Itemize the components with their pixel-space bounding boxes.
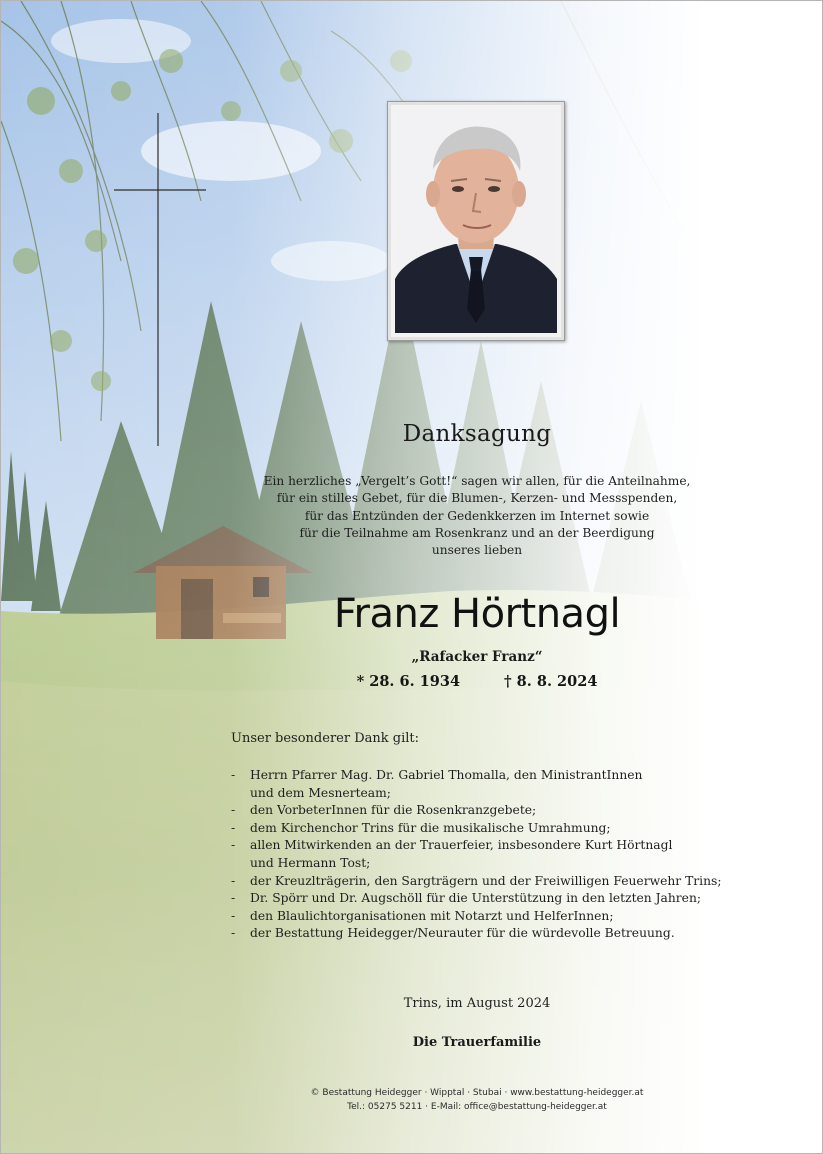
- intro-line: für das Entzünden der Gedenkkerzen im Internet sowie: [304, 508, 650, 523]
- list-item-line: und dem Mesnerteam;: [250, 785, 391, 800]
- bullet-dash: -: [231, 873, 236, 888]
- footer-line-company: © Bestattung Heidegger · Wipptal · Stubai · www.bestattung-heidegger.at: [310, 1088, 644, 1098]
- list-item-line: der Bestattung Heidegger/Neurauter für die würdevolle Betreuung.: [250, 926, 675, 941]
- page-title: Danksagung: [402, 421, 552, 447]
- bullet-dash: -: [231, 908, 236, 923]
- list-item-line: den Blaulichtorganisationen mit Notarzt und HelferInnen;: [250, 908, 614, 923]
- intro-text: [251, 473, 703, 559]
- list-item: [231, 802, 731, 820]
- bullet-dash: -: [231, 891, 236, 906]
- intro-line: für die Teilnahme am Rosenkranz und an der Beerdigung: [299, 525, 655, 540]
- birth-date: * 28. 6. 1934: [356, 673, 461, 690]
- list-item-line: Herrn Pfarrer Mag. Dr. Gabriel Thomalla, den MinistrantInnen: [250, 768, 643, 782]
- list-item: [231, 767, 731, 802]
- intro-line: für ein stilles Gebet, für die Blumen-, Kerzen- und Messspenden,: [276, 491, 678, 506]
- list-item: [231, 873, 731, 891]
- thanks-list: [231, 767, 731, 943]
- footer-line-contact: Tel.: 05275 5211 · E-Mail: office@bestattung-heidegger.at: [347, 1102, 607, 1112]
- cross-icon: [1, 1, 221, 461]
- signature: Die Trauerfamilie: [412, 1035, 542, 1050]
- death-date: † 8. 8. 2024: [504, 673, 598, 690]
- place-date: Trins, im August 2024: [403, 996, 551, 1011]
- list-item: [231, 820, 731, 838]
- intro-line: unseres lieben: [431, 543, 523, 558]
- list-item: [231, 837, 731, 872]
- bullet-dash: -: [231, 926, 236, 941]
- deceased-name: Franz Hörtnagl: [333, 591, 621, 637]
- portrait-photo: [395, 109, 557, 333]
- bullet-dash: -: [231, 768, 236, 782]
- list-item-line: der Kreuzlträgerin, den Sargträgern und der Freiwilligen Feuerwehr Trins;: [250, 873, 722, 888]
- list-item: [231, 925, 731, 943]
- list-item-line: dem Kirchenchor Trins für die musikalische Umrahmung;: [250, 820, 611, 835]
- bullet-dash: -: [231, 820, 236, 835]
- thanks-heading: Unser besonderer Dank gilt:: [231, 731, 419, 746]
- footer: [1, 1086, 823, 1114]
- list-item-line: den VorbeterInnen für die Rosenkranzgebete;: [250, 803, 537, 818]
- list-item-line: allen Mitwirkenden an der Trauerfeier, insbesondere Kurt Hörtnagl: [250, 838, 673, 853]
- intro-line: Ein herzliches „Vergelt’s Gott!“ sagen wir allen, für die Anteilnahme,: [263, 474, 691, 488]
- list-item: [231, 908, 731, 926]
- deceased-nickname: „Rafacker Franz“: [411, 649, 543, 665]
- list-item: [231, 890, 731, 908]
- bullet-dash: -: [231, 803, 236, 818]
- list-item-line: Dr. Spörr und Dr. Augschöll für die Unterstützung in den letzten Jahren;: [250, 891, 702, 906]
- portrait-frame: [387, 101, 565, 341]
- life-dates: [1, 673, 823, 690]
- list-item-line: und Hermann Tost;: [250, 855, 371, 870]
- bullet-dash: -: [231, 838, 236, 853]
